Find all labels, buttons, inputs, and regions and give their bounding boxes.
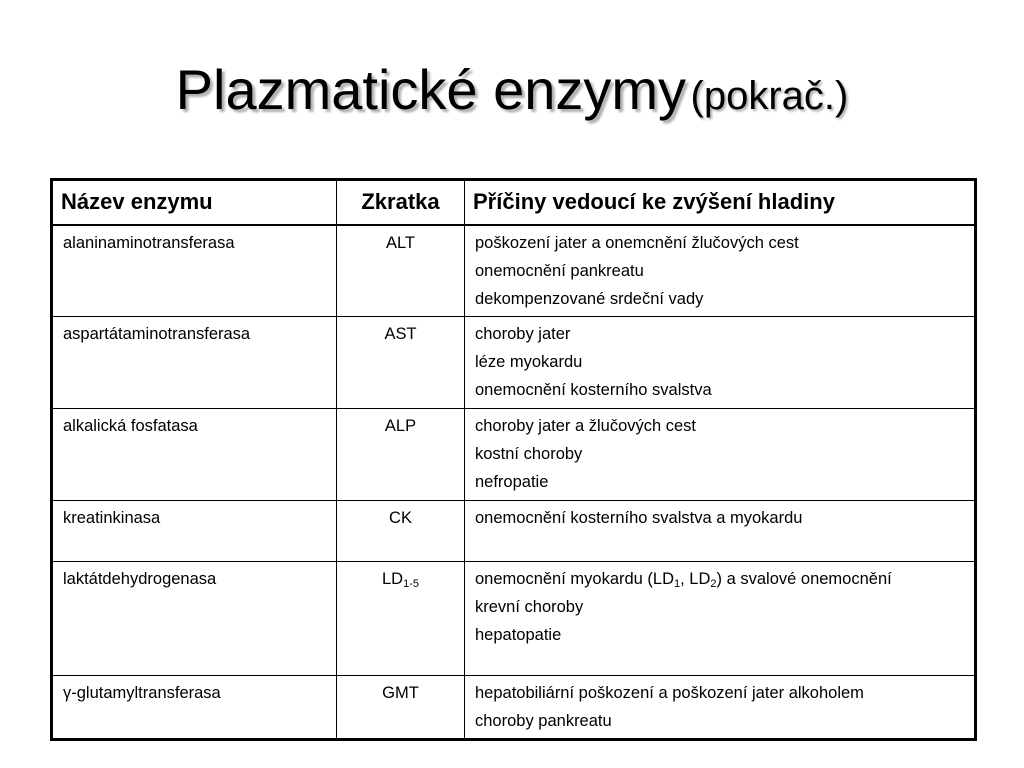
cause-item (475, 569, 964, 590)
cause-text: onemocnění myokardu (LD (475, 570, 675, 588)
enzyme-name-cell: γ-glutamyltransferasa (52, 676, 337, 740)
abbreviation-cell: GMT (337, 676, 465, 740)
cause-item: kostní choroby (475, 445, 583, 463)
table-header-row (52, 180, 976, 225)
table-row (52, 562, 976, 676)
cause-item: hepatopatie (475, 626, 562, 644)
slide-title-sub: (pokrač.) (690, 74, 849, 118)
causes-cell (465, 501, 976, 562)
header-enzyme-name: Název enzymu (52, 180, 337, 225)
abbreviation-base: LD (382, 570, 404, 588)
cause-item: dekompenzované srdeční vady (475, 289, 704, 308)
abbreviation-subscript: 1-5 (403, 578, 419, 590)
abbreviation-cell: AST (337, 317, 465, 409)
enzyme-table (50, 178, 977, 741)
causes-cell (465, 409, 976, 501)
slide-title (0, 58, 1024, 121)
table-row (52, 501, 976, 562)
cause-item: onemocnění kosterního svalstva (475, 381, 712, 399)
table-row (52, 676, 976, 740)
header-abbreviation: Zkratka (337, 180, 465, 225)
table-row (52, 317, 976, 409)
cause-text: ) a svalové onemocnění (716, 570, 892, 588)
enzyme-name-cell: alaninaminotransferasa (52, 225, 337, 317)
cause-item: poškození jater a onemcnění žlučových cest (475, 233, 799, 252)
cause-item: nefropatie (475, 473, 549, 491)
table-row (52, 225, 976, 317)
causes-cell (465, 225, 976, 317)
cause-item: choroby jater a žlučových cest (475, 417, 697, 435)
cause-item: onemocnění kosterního svalstva a myokardu (475, 509, 803, 527)
causes-cell (465, 562, 976, 676)
cause-item: onemocnění pankreatu (475, 261, 644, 280)
table-row (52, 409, 976, 501)
cause-item: hepatobiliární poškození a poškození jater alkoholem (475, 684, 864, 702)
cause-item: krevní choroby (475, 598, 584, 616)
enzyme-name-cell: laktátdehydrogenasa (52, 562, 337, 676)
enzyme-name-cell: aspartátaminotransferasa (52, 317, 337, 409)
cause-subscript: 2 (710, 578, 717, 590)
header-causes: Příčiny vedoucí ke zvýšení hladiny (465, 180, 976, 225)
cause-item: choroby pankreatu (475, 712, 612, 730)
causes-cell (465, 317, 976, 409)
abbreviation-cell: ALT (337, 225, 465, 317)
causes-cell (465, 676, 976, 740)
slide-title-main: Plazmatické enzymy (175, 58, 687, 121)
abbreviation-cell: CK (337, 501, 465, 562)
abbreviation-cell (337, 562, 465, 676)
enzyme-name-cell: alkalická fosfatasa (52, 409, 337, 501)
abbreviation-cell: ALP (337, 409, 465, 501)
cause-item: choroby jater (475, 325, 571, 343)
cause-item: léze myokardu (475, 353, 583, 371)
cause-subscript: 1 (674, 578, 681, 590)
enzyme-name-cell: kreatinkinasa (52, 501, 337, 562)
cause-text: , LD (680, 570, 711, 588)
